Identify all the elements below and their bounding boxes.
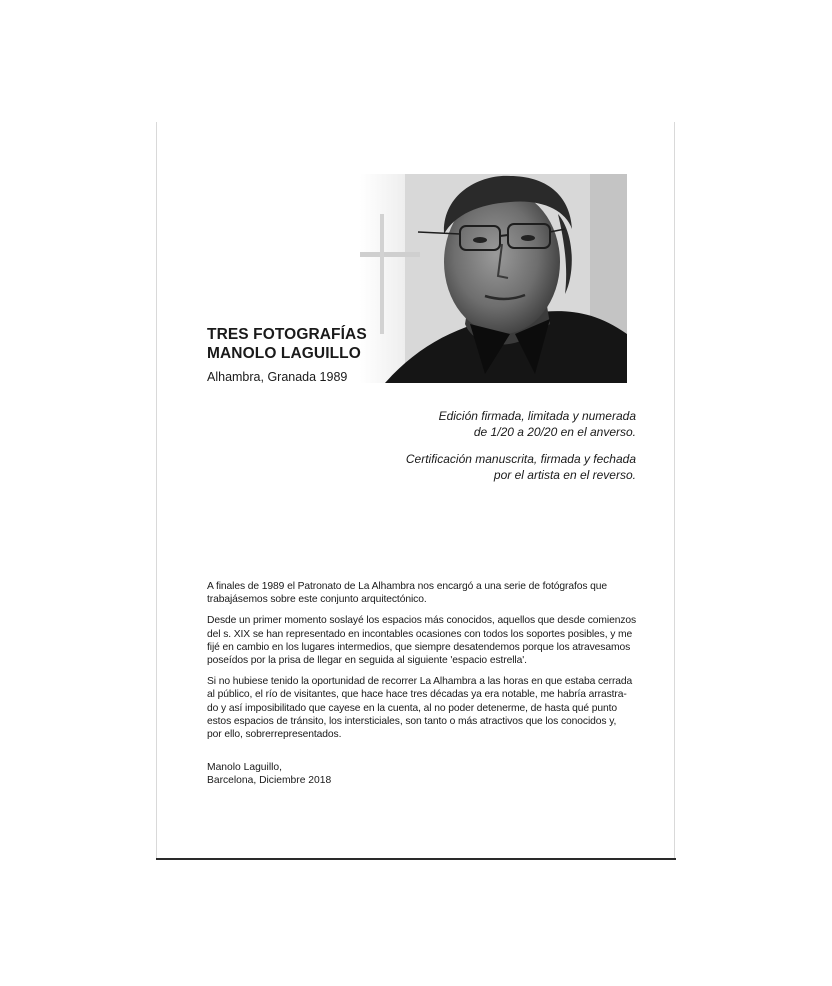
title-line-2: MANOLO LAGUILLO <box>207 345 361 362</box>
paragraph-line: poseídos por la prisa de llegar en seguida al siguiente 'espacio estrella'. <box>207 655 527 667</box>
edition-note-1 <box>316 409 636 440</box>
edition-notes <box>316 409 636 495</box>
body-text <box>207 580 637 749</box>
edition-line-4: por el artista en el reverso. <box>493 467 636 482</box>
paragraph-line: fijé en cambio en los lugares intermedios, que siempre desatendemos porque los atravesamos <box>207 641 631 653</box>
paragraph-line: A finales de 1989 el Patronato de La Alhambra nos encargó a una serie de fotógrafos que <box>207 581 608 592</box>
paragraph-line: estos espacios de tránsito, los intersticiales, son tanto o más atractivos que los conocidos y, <box>207 715 617 727</box>
paragraph-1 <box>207 580 630 606</box>
document-subtitle: Alhambra, Granada 1989 <box>207 370 348 384</box>
paragraph-line: al público, el río de visitantes, que hace hace tres décadas ya era notable, me habría arrastra- <box>207 689 627 701</box>
edition-line-2: de 1/20 a 20/20 en el anverso. <box>473 424 636 439</box>
paragraph-2 <box>207 614 637 667</box>
edition-note-2 <box>316 452 636 483</box>
artist-portrait-photo <box>360 174 627 383</box>
paragraph-line: por ello, sobrerrepresentados. <box>207 729 342 741</box>
paragraph-line: do y así imposibilitado que cayese en la cuenta, al no poder detenerme, de hasta qué punto <box>207 702 618 714</box>
signature-block <box>207 761 331 787</box>
signature-place-date: Barcelona, Diciembre 2018 <box>207 775 332 787</box>
edition-line-3: Certificación manuscrita, firmada y fechada <box>405 452 636 466</box>
document-title <box>207 325 367 363</box>
signature-name: Manolo Laguillo, <box>207 762 282 773</box>
paragraph-line: trabajásemos sobre este conjunto arquitectónico. <box>207 594 427 606</box>
paragraph-line: Desde un primer momento soslayé los espacios más conocidos, aquellos que desde comienzos <box>207 615 637 627</box>
title-line-1: TRES FOTOGRAFÍAS <box>207 326 367 343</box>
paragraph-3 <box>207 675 633 741</box>
paragraph-line: Si no hubiese tenido la oportunidad de recorrer La Alhambra a las horas en que estaba cerrada <box>207 676 633 688</box>
page-bottom-rule <box>156 858 676 860</box>
paragraph-line: del s. XIX se han representado en incontables ocasiones con todos los soportes posibles, y me <box>207 628 633 640</box>
edition-line-1: Edición firmada, limitada y numerada <box>438 409 636 423</box>
